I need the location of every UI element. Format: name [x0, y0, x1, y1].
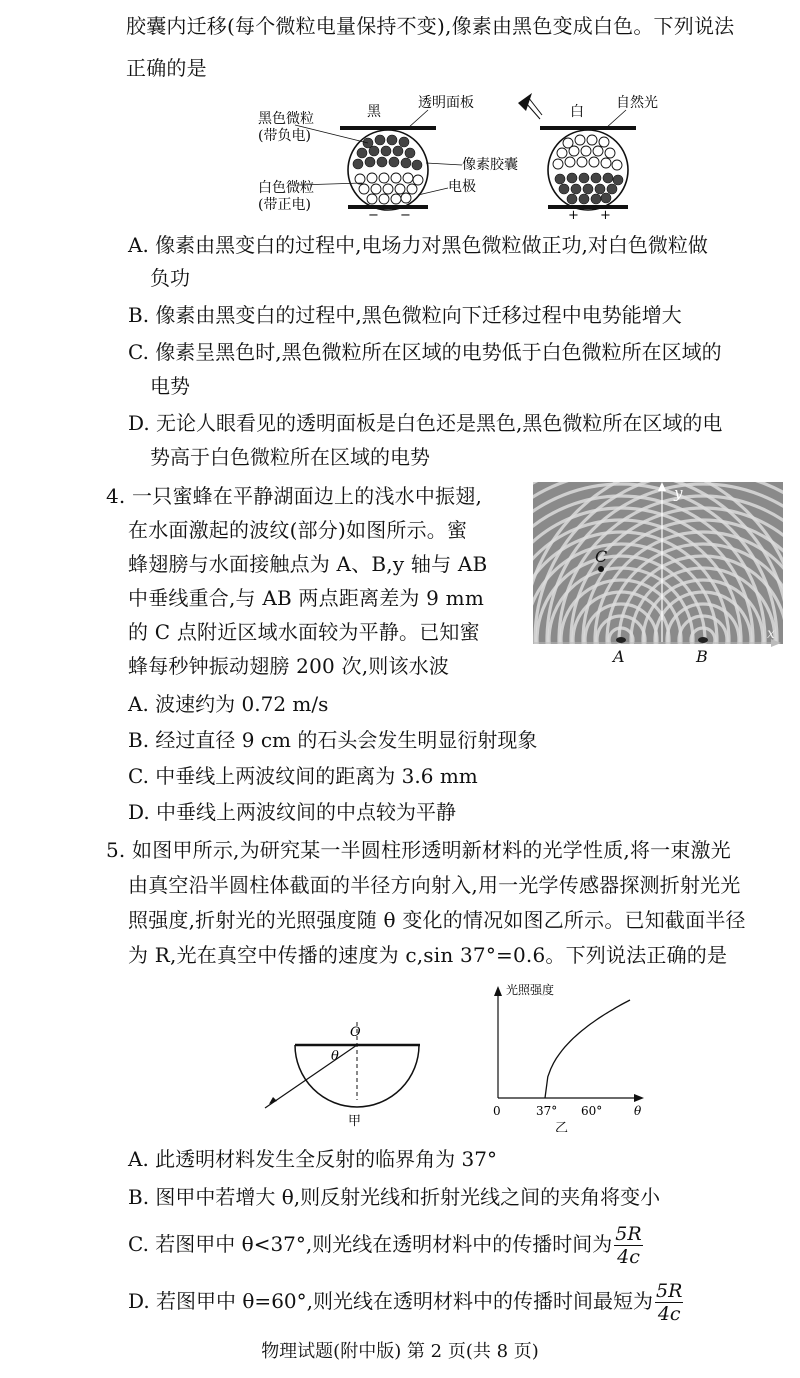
intro-line-1: 胶囊内迁移(每个微粒电量保持不变),像素由黑色变成白色。下列说法 — [126, 14, 735, 38]
q3-option-d-line1: D. 无论人眼看见的透明面板是白色还是黑色,黑色微粒所在区域的电 — [128, 411, 723, 435]
q5-option-c — [128, 1219, 643, 1269]
q5-line-2: 由真空沿半圆柱体截面的半径方向射入,用一光学传感器探测折射光光 — [128, 873, 741, 897]
q4-line-2: 在水面激起的波纹(部分)如图所示。蜜 — [128, 518, 468, 542]
q3-option-c-line2: 电势 — [150, 374, 190, 398]
label-y: y — [674, 484, 683, 502]
q5-option-d-fraction — [655, 1280, 683, 1325]
q5-option-b: B. 图甲中若增大 θ,则反射光线和折射光线之间的夹角将变小 — [128, 1185, 661, 1209]
fraction-denominator: 4c — [657, 1303, 681, 1325]
label-c: C — [595, 547, 608, 566]
label-o: O — [350, 1025, 361, 1040]
q5-line-3: 照强度,折射光的光照强度随 θ 变化的情况如图乙所示。已知截面半径 — [128, 908, 746, 932]
right-black-particles — [555, 173, 623, 204]
point-c-marker — [598, 566, 604, 572]
label-a: A — [613, 647, 625, 666]
q4-line-1: 4. 一只蜜蜂在平静湖面边上的浅水中振翅, — [106, 484, 482, 508]
q4-option-a: A. 波速约为 0.72 m/s — [128, 692, 329, 716]
label-jia: 甲 — [348, 1114, 362, 1129]
label-black: 黑 — [367, 104, 381, 120]
q3-option-a-line1: A. 像素由黑变白的过程中,电场力对黑色微粒做正功,对白色微粒做 — [128, 233, 708, 257]
q4-option-d: D. 中垂线上两波纹间的中点较为平静 — [128, 800, 457, 824]
q4-line-4: 中垂线重合,与 AB 两点距离差为 9 mm — [128, 586, 484, 610]
label-capsule: 像素胶囊 — [462, 157, 518, 173]
label-white: 白 — [570, 104, 584, 120]
q4-option-c: C. 中垂线上两波纹间的距离为 3.6 mm — [128, 764, 478, 788]
plus-sign-1: + — [568, 208, 579, 220]
q5-line-4: 为 R,光在真空中传播的速度为 c,sin 37°=0.6。下列说法正确的是 — [128, 943, 728, 967]
q4-line-6: 蜂每秒钟振动翅膀 200 次,则该水波 — [128, 654, 450, 678]
label-white-particle: 白色微粒 — [258, 180, 314, 196]
label-white-charge: (带正电) — [258, 197, 311, 213]
label-electrode: 电极 — [448, 179, 476, 195]
q3-option-c-line1: C. 像素呈黑色时,黑色微粒所在区域的电势低于白色微粒所在区域的 — [128, 340, 722, 364]
graph-tick-60: 60° — [581, 1104, 603, 1118]
graph-origin: 0 — [493, 1104, 501, 1118]
right-electrode — [548, 205, 628, 209]
intensity-graph — [490, 982, 650, 1132]
q5-option-c-text: C. 若图甲中 θ<37°,则光线在透明材料中的传播时间为 — [128, 1232, 613, 1256]
right-white-particles — [553, 135, 622, 170]
graph-xlabel: θ — [634, 1104, 642, 1118]
fraction-numerator: 5R — [615, 1223, 642, 1245]
point-a-marker — [616, 637, 626, 643]
q5-option-d-text: D. 若图甲中 θ=60°,则光线在透明材料中的传播时间最短为 — [128, 1289, 653, 1313]
q3-option-a-line2: 负功 — [150, 266, 190, 290]
graph-ylabel: 光照强度 — [506, 983, 555, 997]
q5-option-a: A. 此透明材料发生全反射的临界角为 37° — [128, 1147, 497, 1171]
minus-sign-2: − — [400, 208, 411, 220]
label-transparent-panel: 透明面板 — [418, 95, 474, 111]
point-b-marker — [698, 637, 708, 643]
q5-option-d — [128, 1276, 683, 1326]
label-black-particle: 黑色微粒 — [258, 111, 314, 127]
q4-line-5: 的 C 点附近区域水面较为平静。已知蜜 — [128, 620, 480, 644]
q5-line-1: 5. 如图甲所示,为研究某一半圆柱形透明新材料的光学性质,将一束激光 — [106, 838, 731, 862]
left-white-particles — [355, 173, 423, 204]
label-theta: θ — [331, 1049, 339, 1064]
q3-option-d-line2: 势高于白色微粒所在区域的电势 — [150, 445, 430, 469]
semicircle-figure — [255, 1020, 430, 1130]
eye-icon — [518, 93, 542, 119]
label-x: x — [767, 626, 775, 642]
capsule-figure — [240, 85, 660, 220]
wave-figure — [533, 482, 783, 667]
label-natural-light: 自然光 — [616, 95, 658, 111]
intensity-curve — [545, 1000, 630, 1098]
plus-sign-2: + — [600, 208, 611, 220]
left-black-particles — [353, 135, 422, 170]
incident-ray — [265, 1045, 357, 1108]
q3-option-b: B. 像素由黑变白的过程中,黑色微粒向下迁移过程中电势能增大 — [128, 303, 682, 327]
q4-line-3: 蜂翅膀与水面接触点为 A、B,y 轴与 AB — [128, 552, 488, 576]
left-electrode — [348, 205, 428, 209]
label-b: B — [696, 647, 708, 666]
label-black-charge: (带负电) — [258, 128, 311, 144]
intro-line-2: 正确的是 — [126, 56, 207, 80]
minus-sign-1: − — [368, 208, 379, 220]
q4-option-b: B. 经过直径 9 cm 的石头会发生明显衍射现象 — [128, 728, 538, 752]
label-yi: 乙 — [555, 1121, 569, 1132]
fraction-numerator: 5R — [656, 1280, 683, 1302]
semicircle-arc — [295, 1045, 419, 1107]
page-footer: 物理试题(附中版) 第 2 页(共 8 页) — [261, 1341, 539, 1362]
fraction-denominator: 4c — [617, 1246, 640, 1268]
q5-option-c-fraction — [614, 1223, 642, 1268]
graph-tick-37: 37° — [536, 1104, 558, 1118]
